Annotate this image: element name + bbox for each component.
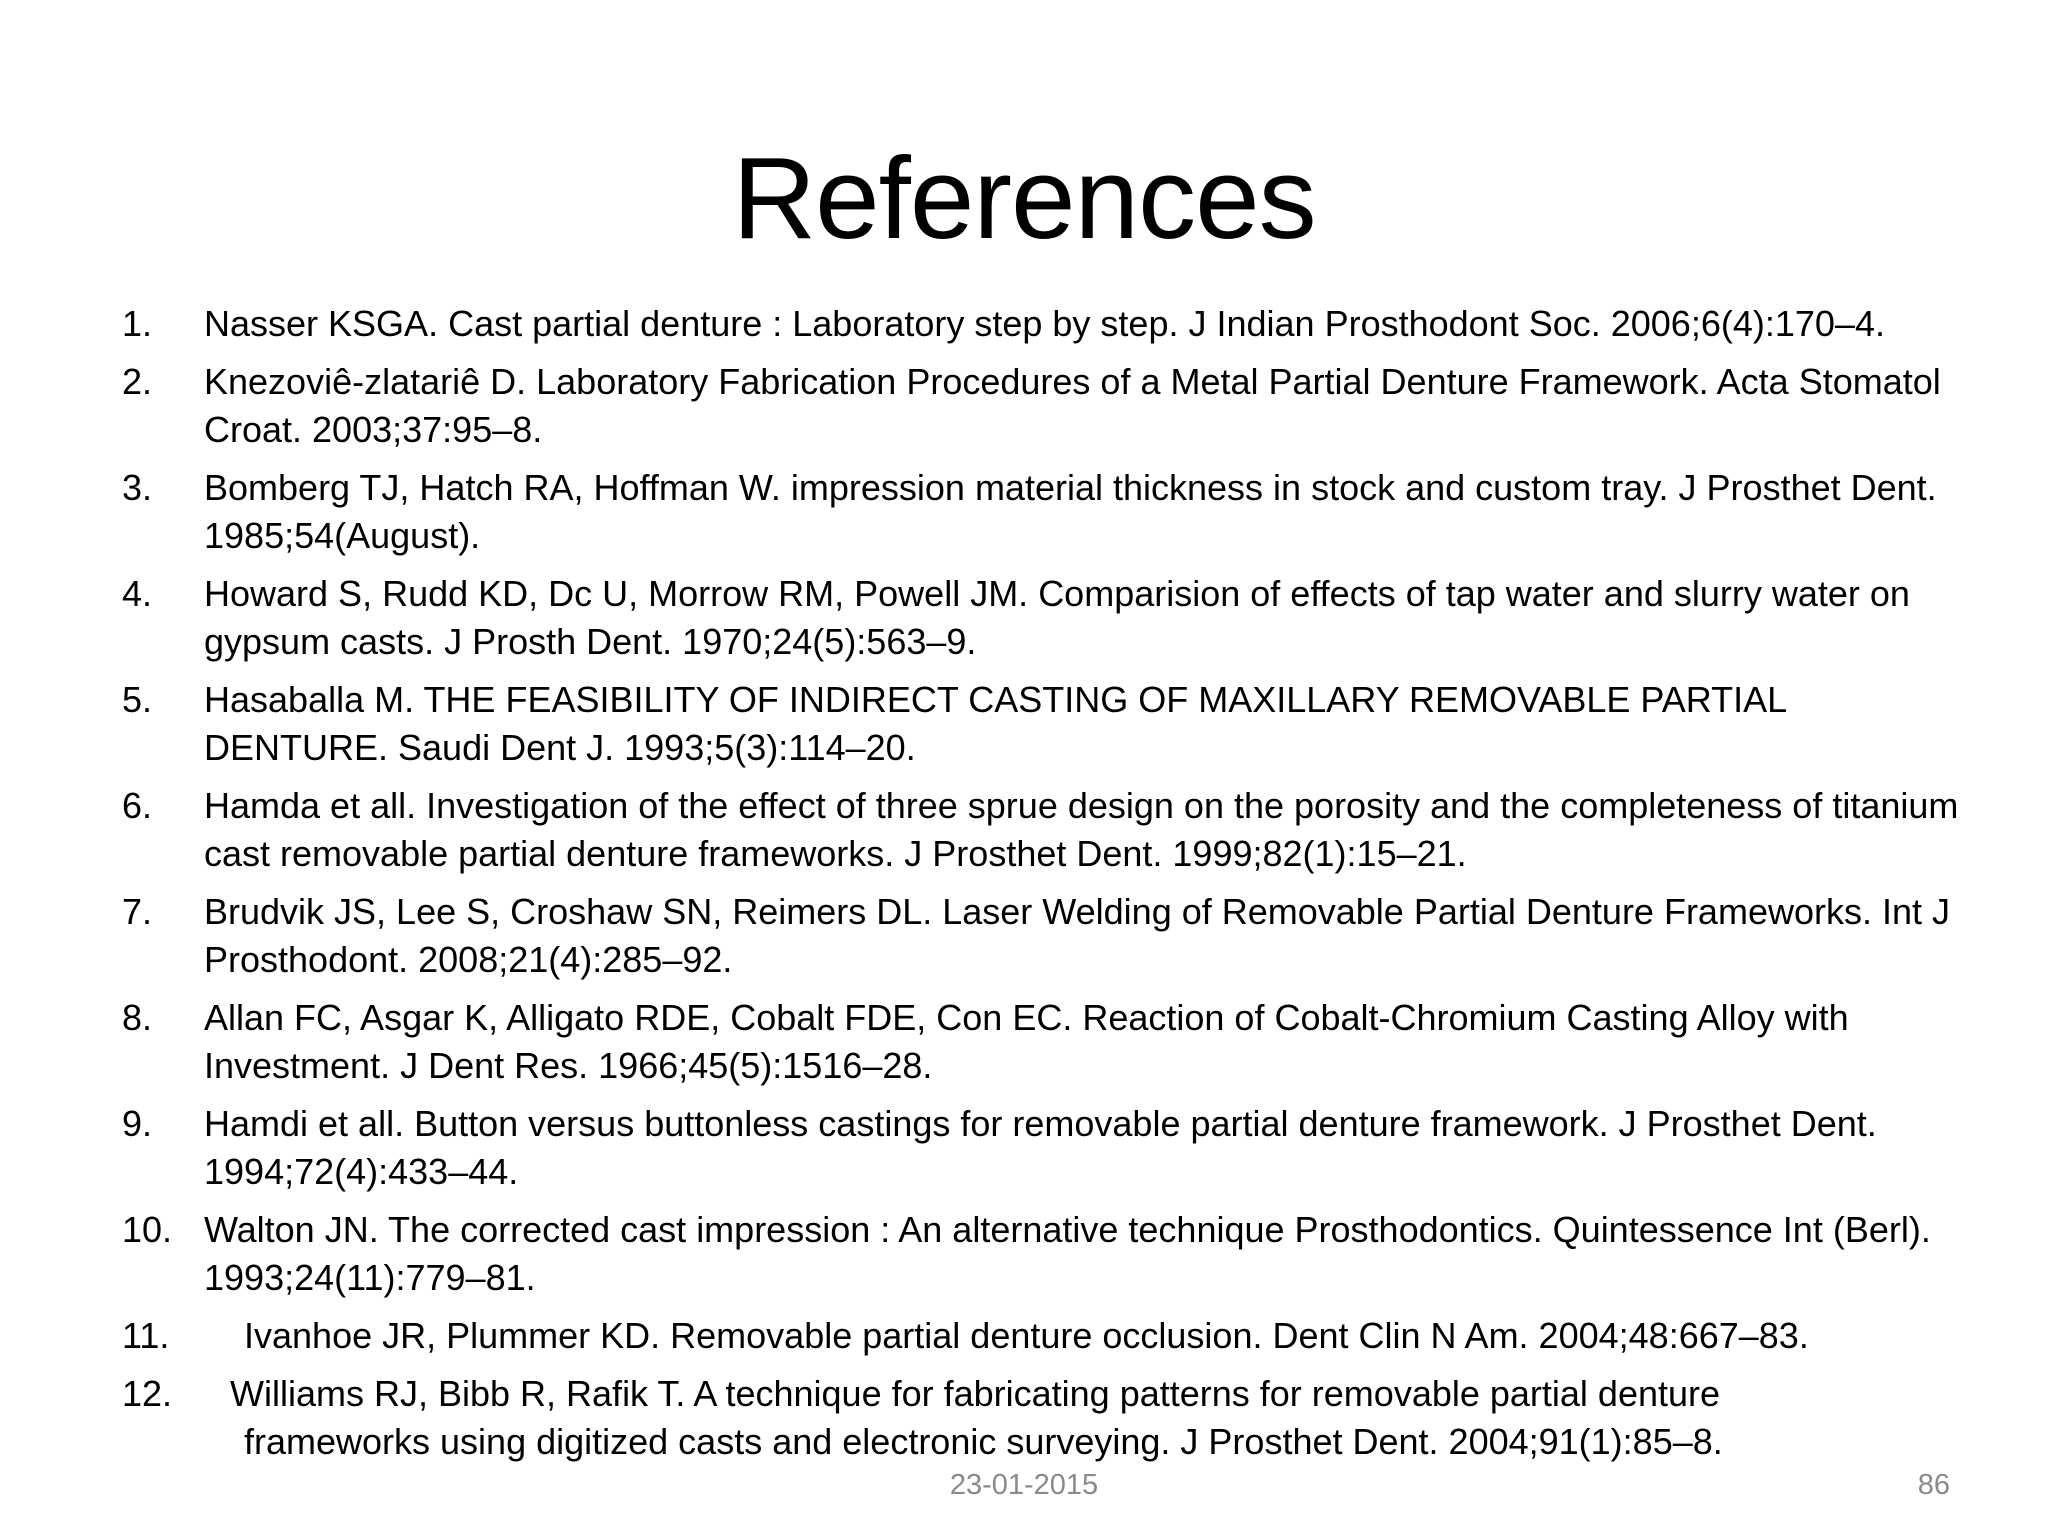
reference-text: Hamdi et all. Button versus buttonless castings for removable partial denture framework. J Prosthet Dent. 1994;72(4):433–44. bbox=[204, 1103, 1877, 1192]
reference-text-line-1: Williams RJ, Bibb R, Rafik T. A technique for fabricating patterns for removable partial denture bbox=[230, 1373, 1721, 1414]
reference-item bbox=[120, 1312, 1960, 1360]
reference-text: Hamda et all. Investigation of the effect of three sprue design on the porosity and the completeness of titanium cast removable partial denture frameworks. J Prosthet Dent. 1999;82(1):15–21. bbox=[204, 785, 1959, 874]
reference-item bbox=[120, 300, 1960, 348]
reference-number: 7. bbox=[122, 891, 153, 932]
reference-number: 9. bbox=[122, 1103, 153, 1144]
reference-number: 4. bbox=[122, 573, 153, 614]
reference-item bbox=[120, 994, 1960, 1090]
reference-text: Walton JN. The corrected cast impression : An alternative technique Prosthodontics. Quintessence Int (Berl). 1993;24(11):779–81. bbox=[204, 1209, 1931, 1298]
reference-item bbox=[120, 1206, 1960, 1302]
reference-number: 6. bbox=[122, 785, 153, 826]
reference-text: Hasaballa M. THE FEASIBILITY OF INDIRECT CASTING OF MAXILLARY REMOVABLE PARTIAL DENTURE. Saudi Dent J. 1993;5(3):114–20. bbox=[204, 679, 1786, 768]
reference-item bbox=[120, 888, 1960, 984]
reference-number: 5. bbox=[122, 679, 153, 720]
reference-text: Bomberg TJ, Hatch RA, Hoffman W. impression material thickness in stock and custom tray. J Prosthet Dent. 1985;54(August). bbox=[204, 467, 1937, 556]
reference-text: Howard S, Rudd KD, Dc U, Morrow RM, Powell JM. Comparision of effects of tap water and slurry water on gypsum casts. J Prosth Dent. 1970;24(5):563–9. bbox=[204, 573, 1910, 662]
reference-item bbox=[120, 358, 1960, 454]
reference-number: 8. bbox=[122, 997, 153, 1038]
slide-title: References bbox=[732, 133, 1316, 263]
reference-number: 11. bbox=[122, 1315, 170, 1356]
reference-list bbox=[120, 300, 1960, 1476]
reference-text: Brudvik JS, Lee S, Croshaw SN, Reimers DL. Laser Welding of Removable Partial Denture Frameworks. Int J Prosthodont. 2008;21(4):285–92. bbox=[204, 891, 1950, 980]
reference-text: Allan FC, Asgar K, Alligato RDE, Cobalt FDE, Con EC. Reaction of Cobalt-Chromium Casting Alloy with Investment. J Dent Res. 1966;45(5):1516–28. bbox=[204, 997, 1849, 1086]
footer-date: 23-01-2015 bbox=[949, 1469, 1099, 1501]
reference-number: 10. bbox=[122, 1209, 173, 1250]
reference-item bbox=[120, 1370, 1960, 1466]
reference-item bbox=[120, 782, 1960, 878]
reference-number: 12. bbox=[122, 1373, 173, 1414]
reference-text: Ivanhoe JR, Plummer KD. Removable partial denture occlusion. Dent Clin N Am. 2004;48:667–83. bbox=[244, 1315, 1809, 1356]
page-number: 86 bbox=[1917, 1469, 1950, 1501]
reference-item bbox=[120, 676, 1960, 772]
reference-item bbox=[120, 570, 1960, 666]
reference-number: 1. bbox=[122, 303, 153, 344]
reference-text: Nasser KSGA. Cast partial denture : Laboratory step by step. J Indian Prosthodont Soc. 2006;6(4):170–4. bbox=[204, 303, 1885, 344]
reference-number: 3. bbox=[122, 467, 153, 508]
reference-item bbox=[120, 464, 1960, 560]
reference-number: 2. bbox=[122, 361, 153, 402]
reference-item bbox=[120, 1100, 1960, 1196]
reference-text: Knezoviê-zlatariê D. Laboratory Fabrication Procedures of a Metal Partial Denture Framework. Acta Stomatol Croat. 2003;37:95–8. bbox=[204, 361, 1941, 450]
reference-text-line-2: frameworks using digitized casts and electronic surveying. J Prosthet Dent. 2004;91(1):85–8. bbox=[244, 1421, 1723, 1462]
